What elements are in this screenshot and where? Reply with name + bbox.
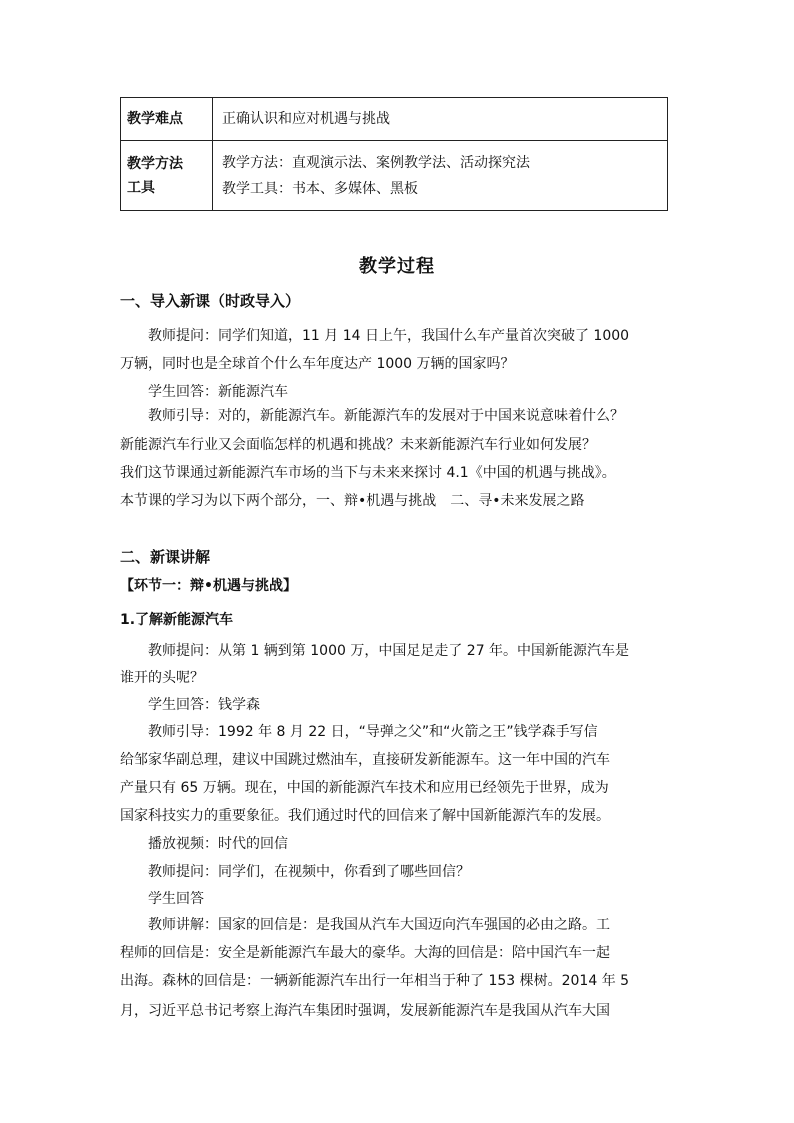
paragraph-line: 教师讲解：国家的回信是：是我国从汽车大国迈向汽车强国的必由之路。工 — [148, 917, 610, 933]
section1-title: 一、导入新课（时政导入） — [120, 292, 301, 310]
paragraph-line: 给邹家华副总理，建议中国跳过燃油车，直接研发新能源车。这一年中国的汽车 — [120, 752, 610, 768]
page-title: 教学过程 — [359, 256, 435, 277]
methods-label-line2: 工具 — [127, 179, 155, 196]
paragraph-line: 月，习近平总书记考察上海汽车集团时强调，发展新能源汽车是我国从汽车大国 — [120, 1003, 610, 1019]
paragraph-line: 我们这节课通过新能源汽车市场的当下与未来来探讨 4.1《中国的机遇与挑战》。 — [120, 465, 616, 481]
paragraph-line: 程师的回信是：安全是新能源汽车最大的豪华。大海的回信是：陪中国汽车一起 — [120, 945, 610, 961]
methods-value-line1: 教学方法：直观演示法、案例教学法、活动探究法 — [222, 154, 530, 171]
section2-subtitle: 【环节一：辩•机遇与挑战】 — [120, 578, 297, 594]
methods-label — [121, 141, 213, 211]
paragraph-line: 万辆，同时也是全球首个什么车年度达产 1000 万辆的国家吗？ — [120, 356, 515, 372]
table-row — [121, 141, 668, 211]
paragraph-line: 出海。森林的回信是：一辆新能源汽车出行一年相当于种了 153 棵树。2014 年 5 — [120, 973, 630, 989]
difficulty-label: 教学难点 — [121, 98, 213, 141]
point-title: 1.了解新能源汽车 — [120, 612, 234, 628]
paragraph-line: 学生回答：新能源汽车 — [148, 384, 288, 400]
paragraph-line: 教师引导：1992 年 8 月 22 日，“导弹之父”和“火箭之王”钱学森手写信 — [148, 724, 598, 740]
paragraph-line: 教师提问：从第 1 辆到第 1000 万，中国足足走了 27 年。中国新能源汽车是 — [148, 643, 630, 659]
methods-value-line2: 教学工具：书本、多媒体、黑板 — [222, 180, 418, 197]
paragraph-line: 新能源汽车行业又会面临怎样的机遇和挑战？未来新能源汽车行业如何发展？ — [120, 437, 596, 453]
section2-title: 二、新课讲解 — [120, 548, 211, 566]
paragraph-line: 教师引导：对的，新能源汽车。新能源汽车的发展对于中国来说意味着什么？ — [148, 408, 624, 424]
paragraph-line: 学生回答：钱学森 — [148, 697, 260, 713]
paragraph-line: 教师提问：同学们，在视频中，你看到了哪些回信？ — [148, 864, 470, 880]
paragraph-line: 播放视频：时代的回信 — [148, 836, 288, 852]
paragraph-line: 学生回答 — [148, 891, 204, 907]
paragraph-line: 教师提问：同学们知道，11 月 14 日上午，我国什么车产量首次突破了 1000 — [148, 328, 630, 344]
paragraph-line: 谁开的头呢？ — [120, 670, 204, 686]
difficulty-value: 正确认识和应对机遇与挑战 — [213, 98, 668, 141]
paragraph-line: 本节课的学习为以下两个部分，一、辩•机遇与挑战 二、寻•未来发展之路 — [120, 493, 585, 509]
paragraph-line: 国家科技实力的重要象征。我们通过时代的回信来了解中国新能源汽车的发展。 — [120, 808, 610, 824]
lesson-info-table — [120, 97, 668, 211]
table-row — [121, 98, 668, 141]
paragraph-line: 产量只有 65 万辆。现在，中国的新能源汽车技术和应用已经领先于世界，成为 — [120, 780, 609, 796]
methods-value — [213, 141, 668, 211]
methods-label-line1: 教学方法 — [127, 155, 183, 172]
